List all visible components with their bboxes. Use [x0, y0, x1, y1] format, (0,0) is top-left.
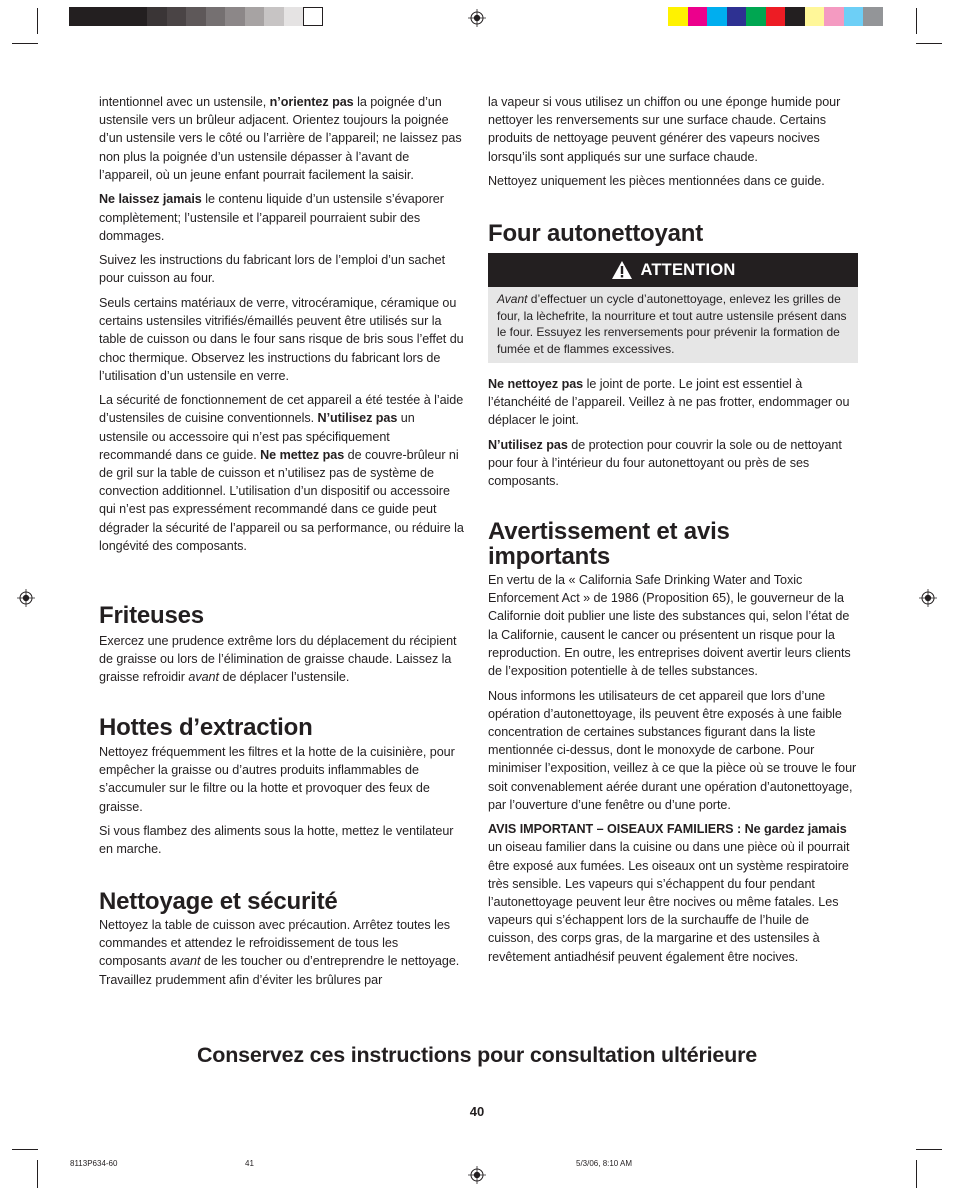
color-swatch — [89, 7, 109, 26]
registration-target-icon — [17, 589, 35, 607]
color-calibration-bar — [668, 7, 883, 26]
color-swatch — [128, 7, 148, 26]
color-swatch — [727, 7, 747, 26]
section-nettoyage — [99, 916, 465, 995]
slug-file-name: 8113P634-60 — [70, 1159, 118, 1168]
right-column-intro — [488, 93, 858, 197]
registration-target-icon — [468, 1166, 486, 1184]
color-swatch — [225, 7, 245, 26]
paragraph: N’utilisez pas de protection pour couvrir la sole ou de nettoyant pour four à l’intérieur du four autonettoyant ou près de ses composants. — [488, 437, 842, 489]
color-swatch — [785, 7, 805, 26]
paragraph: Nettoyez fréquemment les filtres et la hotte de la cuisinière, pour empêcher la graisse ou d’autres produits inflammables de s’accumuler sur le filtre ou la hotte et provoquer des feux de graisse. — [99, 745, 455, 814]
section-heading-four: Four autonettoyant — [488, 220, 704, 247]
color-swatch — [824, 7, 844, 26]
color-swatch — [746, 7, 766, 26]
slug-page: 41 — [245, 1159, 254, 1168]
paragraph: Nous informons les utilisateurs de cet appareil que lors d’une opération d’autonettoyage, ils peuvent être exposés à une faible concentration de certaines substances figurant dans la liste mentionnée ci-dessus, dont le monoxyde de carbone. Pour minimiser l’exposition, veillez à ce que la pièce où se trouve le four soit convenablement aérée durant une opération d’autonettoyage, par l’ouverture d’une fenêtre ou d’une porte. — [488, 688, 857, 812]
crop-mark — [916, 1160, 917, 1188]
paragraph: La sécurité de fonctionnement de cet appareil a été testée à l’aide d’ustensiles de cuisine conventionnels. N’utilisez pas un ustensile ou accessoire qui n’est pas spécifiquement recommandé dans ce guide. Ne mettez pas de couvre-brûleur ni de gril sur la table de cuisson et n’utilisez pas de système de convection additionnel. L’utilisation d’un dispositif ou accessoire qui n’est pas expressément recommandé dans ce guide peut dégrader la sécurité de l’appareil ou sa performance, ou réduire la longévité des composants. — [99, 393, 464, 553]
paragraph: En vertu de la « California Safe Drinking Water and Toxic Enforcement Act » de 1986 (Proposition 65), le gouverneur de la Californie doit publier une liste des substances qui, selon l’état de la Californie, causent le cancer ou présentent un risque pour la reproduction. En outre, les entreprises doivent avertir leurs clients de l’exposition potentielle à de telles substances. — [488, 573, 851, 679]
crop-mark — [12, 1149, 38, 1150]
color-swatch — [108, 7, 128, 26]
section-hottes — [99, 743, 465, 865]
left-column — [99, 93, 465, 561]
color-swatch — [264, 7, 284, 26]
paragraph: Nettoyez la table de cuisson avec précaution. Arrêtez toutes les commandes et attendez le refroidissement de tous les composants avant de les toucher ou d’entreprendre le nettoyage. Travaillez prudemment afin d’éviter les brûlures par — [99, 918, 460, 987]
color-swatch — [147, 7, 167, 26]
crop-mark — [916, 43, 942, 44]
paragraph: Suivez les instructions du fabricant lors de l’emploi d’un sachet pour cuisson au four. — [99, 253, 446, 286]
section-heading-nettoyage: Nettoyage et sécurité — [99, 888, 338, 915]
paragraph: la vapeur si vous utilisez un chiffon ou une éponge humide pour nettoyer les renversements sur une surface chaude. Certains produits de nettoyage peuvent générer des vapeurs nocives lorsqu’ils sont appliqués sur une surface chaude. — [488, 95, 841, 164]
paragraph: Si vous flambez des aliments sous la hotte, mettez le ventilateur en marche. — [99, 824, 454, 857]
crop-mark — [12, 43, 38, 44]
color-swatch — [284, 7, 304, 26]
color-swatch — [688, 7, 708, 26]
color-swatch — [206, 7, 226, 26]
paragraph: Exercez une prudence extrême lors du déplacement du récipient de graisse ou lors de l’élimination de graisse chaude. Laissez la graisse refroidir avant de déplacer l’ustensile. — [99, 634, 457, 685]
paragraph: AVIS IMPORTANT – OISEAUX FAMILIERS : Ne gardez jamais un oiseau familier dans la cuisine ou dans une pièce où il pourrait être exposé aux fumées. Les oiseaux ont un système respiratoire très sensible. Les vapeurs qui s’échappent du four pendant l’autonettoyage peuvent leur être nocives ou même fatales. Les vapeurs qui s’échappent lors de la surchauffe de l’huile de cuisson, des corps gras, de la margarine et des ustensiles à revêtement antiadhésif peuvent également être nocives. — [488, 822, 850, 964]
color-swatch — [668, 7, 688, 26]
color-swatch — [167, 7, 187, 26]
attention-banner — [488, 253, 858, 287]
attention-label: ATTENTION — [640, 260, 736, 279]
color-swatch — [805, 7, 825, 26]
section-four — [488, 375, 858, 497]
section-friteuses — [99, 632, 465, 693]
paragraph: Ne nettoyez pas le joint de porte. Le joint est essentiel à l’étanchéité de l’appareil. Veillez à ne pas frotter, endommager ou déplacer le joint. — [488, 377, 850, 428]
paragraph: Seuls certains matériaux de verre, vitrocéramique, céramique ou certains ustensiles vitrifiés/émaillés peuvent être utilisés sur la table de cuisson ou dans le four sans risque de bris sous l’effet du choc thermique. Observez les instructions du fabricant lors de l’utilisation d’un ustensile en verre. — [99, 295, 464, 383]
color-swatch — [186, 7, 206, 26]
paragraph: Ne laissez jamais le contenu liquide d’un ustensile s’évaporer complètement; l’ustensile et l’appareil pourraient subir des dommages. — [99, 192, 444, 243]
color-swatch — [69, 7, 89, 26]
crop-mark — [37, 1160, 38, 1188]
color-swatch — [844, 7, 864, 26]
section-heading-friteuses: Friteuses — [99, 602, 204, 629]
crop-mark — [37, 8, 38, 34]
registration-target-icon — [468, 9, 486, 27]
attention-box-text: Avant d’effectuer un cycle d’autonettoyage, enlevez les grilles de four, la lèchefrite, la nourriture et tout autre ustensile présent dans le four. Essuyez les renversements pour prévenir la formation de fumée et de flammes excessives. — [488, 287, 858, 363]
page-number: 40 — [469, 1104, 485, 1119]
section-heading-avertissement: Avertissement et avis importants — [488, 518, 730, 570]
color-swatch — [863, 7, 883, 26]
section-heading-hottes: Hottes d’extraction — [99, 714, 313, 741]
slug-date: 5/3/06, 8:10 AM — [576, 1159, 633, 1168]
warning-triangle-icon — [611, 260, 633, 280]
color-swatch — [303, 7, 323, 26]
color-swatch — [766, 7, 786, 26]
footer-title: Conservez ces instructions pour consultation ultérieure — [196, 1043, 758, 1067]
color-swatch — [245, 7, 265, 26]
crop-mark — [916, 8, 917, 34]
registration-target-icon — [919, 589, 937, 607]
crop-mark — [916, 1149, 942, 1150]
color-swatch — [707, 7, 727, 26]
section-avertissement — [488, 571, 858, 972]
paragraph: Nettoyez uniquement les pièces mentionnées dans ce guide. — [488, 174, 825, 189]
paragraph: intentionnel avec un ustensile, n’orientez pas la poignée d’un ustensile vers un brûleur adjacent. Orientez toujours la poignée d’un ustensile vers le côté ou l’arrière de l’appareil; ne laissez pas non plus la poignée d’un ustensile dépasser à l’avant de l’appareil, où un jeune enfant pourrait facilement la saisir. — [99, 95, 462, 182]
grayscale-calibration-bar — [69, 7, 323, 26]
